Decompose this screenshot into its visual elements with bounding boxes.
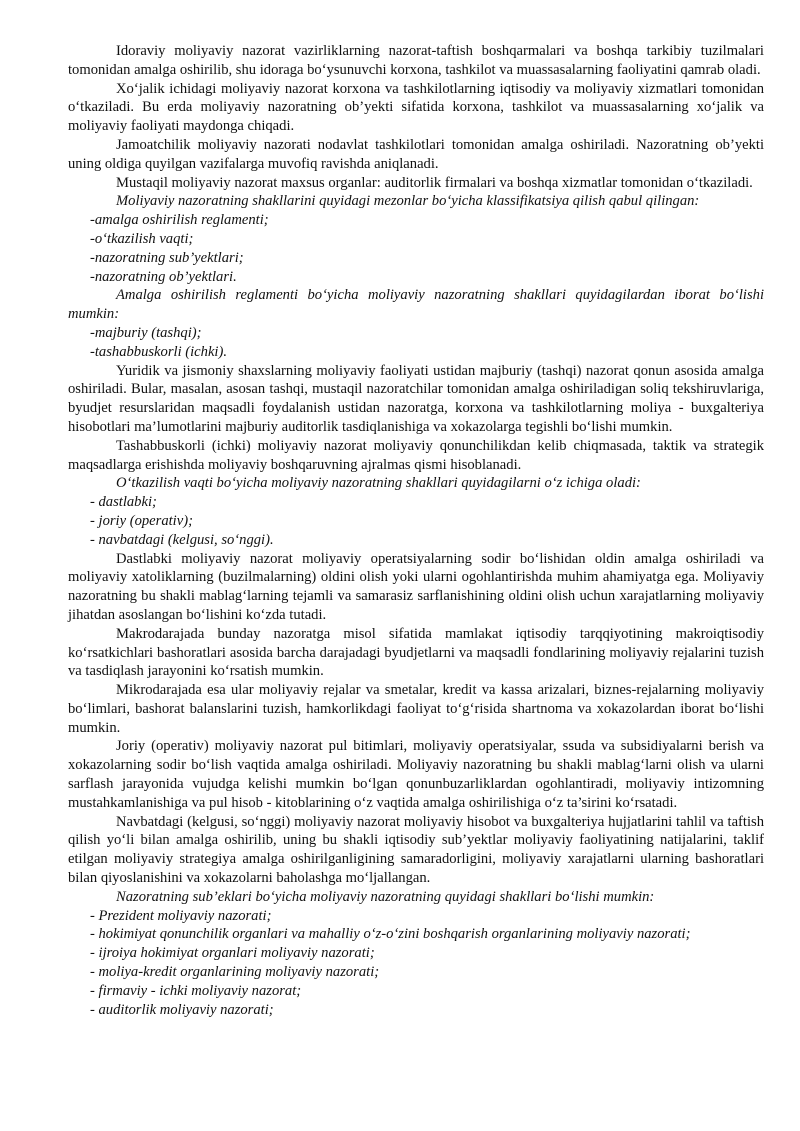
- list-item: - Prezident moliyaviy nazorati;: [90, 907, 272, 924]
- list-item: - firmaviy - ichki moliyaviy nazorat;: [90, 982, 302, 999]
- list-item: -tashabbuskorli (ichki).: [90, 343, 227, 360]
- list-item: -nazoratning ob’yektlari.: [90, 268, 237, 285]
- list-item: - ijroiya hokimiyat organlari moliyaviy nazorati;: [90, 945, 375, 962]
- paragraph: Mikrodarajada esa ular moliyaviy rejalar va smetalar, kredit va kassa arizalari, biznes-rejalarning moliyaviy bo‘limlari, bashorat balanslarini tuzish, hamkorlikdagi faoliyat to‘g‘risida shartnoma va xokazolardan iborat bo‘lishi mumkin.: [68, 682, 764, 736]
- paragraph: Xo‘jalik ichidagi moliyaviy nazorat korxona va tashkilotlarning iqtisodiy va moliyaviy xizmatlari tomonidan o‘tkaziladi. Bu erda moliyaviy nazoratning ob’yekti sifatida korxona, tashkilot va muassasalarning xo‘jalik va moliyaviy faoliyati maydonga chiqadi.: [68, 80, 764, 135]
- paragraph: Navbatdagi (kelgusi, so‘nggi) moliyaviy nazorat moliyaviy hisobot va buxgalteriya hujjatlarini tahlil va taftish qilish yo‘li bilan amalga oshirilib, uning bu shakli iqtisodiy sub’yektlar moliyaviy faoliyatining natijalarini, taklif etilgan moliyaviy strategiya amalga oshirilganligining samaradorligini, moliyaviy xarajatlarni ularning bashoratlari bilan qiyoslanishini va xokazolarni baholashga mo‘ljallangan.: [68, 813, 764, 887]
- document-page: [68, 42, 764, 1019]
- list-item: -amalga oshirilish reglamenti;: [90, 212, 269, 229]
- paragraph: Dastlabki moliyaviy nazorat moliyaviy operatsiyalarning sodir bo‘lishidan oldin amalga oshiriladi va moliyaviy xatoliklarning (buzilmalarning) oldini olish yoki ularni ogohlantirishda muhim ahamiyatga ega. Moliyaviy nazoratning bu shakli mablag‘larning tejamli va samarasiz sarflanishining oldini olish uchun xarajatlarning moliyaviy jihatdan asoslangan bo‘lishini ko‘zda tutadi.: [68, 550, 764, 623]
- paragraph: Makrodarajada bunday nazoratga misol sifatida mamlakat iqtisodiy tarqqiyotining makroiqtisodiy ko‘rsatkichlari bashoratlari asosida barcha darajadagi byudjetlarni va maqsadli fondlarining moliyaviy rejalarini tuzish va tasdiqlash jarayonini ko‘rsatish mumkin.: [68, 625, 764, 680]
- list-item: - navbatdagi (kelgusi, so‘nggi).: [90, 531, 274, 548]
- italic-heading: Nazoratning sub’eklari bo‘yicha moliyaviy nazoratning quyidagi shakllari bo‘lishi mumkin:: [116, 888, 655, 905]
- italic-heading: Amalga oshirilish reglamenti bo‘yicha moliyaviy nazoratning shakllari quyidagilardan iborat bo‘lishi mumkin:: [68, 287, 764, 323]
- list-item: -majburiy (tashqi);: [90, 324, 202, 341]
- list-item: - auditorlik moliyaviy nazorati;: [90, 1001, 274, 1018]
- paragraph: Joriy (operativ) moliyaviy nazorat pul bitimlari, moliyaviy operatsiyalar, ssuda va subsidiyalarni berish va xokazolarning sodir bo‘lish vaqtida amalga oshiriladi. Moliyaviy nazoratning bu shakli mablag‘larni olish va ularni sarflash jarayonida vujudga kelishi mumkin bo‘lgan qonunbuzarliklardan ogohlantiradi, moliyaviy intizomning mustahkamlanishiga va pul hisob - kitoblarining o‘z vaqtida amalga oshirilishiga o‘z ta’sirini ko‘rsatadi.: [68, 738, 764, 811]
- italic-heading: Moliyaviy nazoratning shakllarini quyidagi mezonlar bo‘yicha klassifikatsiya qilish qabul qilingan:: [116, 193, 700, 210]
- paragraph: Yuridik va jismoniy shaxslarning moliyaviy faoliyati ustidan majburiy (tashqi) nazorat qonun asosida amalga oshiriladi. Bular, masalan, asosan tashqi, mustaqil nazoratchilar tomonidan amalga oshiriladigan soliq tekshiruvlariga, byudjet resurslaridan maqsadli foydalanish ustidan nazoratga, korxona va tashkilotlarning moliya - buxgalteriya hisobotlari ma’lumotlarini majburiy auditorlik tasdiqlanishiga va xokazolarga tegishli bo‘lishi mumkin.: [68, 362, 764, 435]
- list-item: - joriy (operativ);: [90, 512, 193, 529]
- list-item: -nazoratning sub’yektlari;: [90, 249, 244, 266]
- list-item: -o‘tkazilish vaqti;: [90, 230, 194, 247]
- paragraph: Tashabbuskorli (ichki) moliyaviy nazorat moliyaviy qonunchilikdan kelib chiqmasada, taktik va strategik maqsadlarga erishishda moliyaviy boshqaruvning ajralmas qismi hisoblanadi.: [68, 437, 764, 473]
- list-item: - dastlabki;: [90, 494, 157, 511]
- list-item: - hokimiyat qonunchilik organlari va mahalliy o‘z-o‘zini boshqarish organlarining moliyaviy nazorati;: [90, 926, 691, 943]
- italic-heading: O‘tkazilish vaqti bo‘yicha moliyaviy nazoratning shakllari quyidagilarni o‘z ichiga oladi:: [116, 475, 641, 492]
- paragraph: Idoraviy moliyaviy nazorat vazirliklarning nazorat-taftish boshqarmalari va boshqa tarkibiy tuzilmalari tomonidan amalga oshirilib, shu idoraga bo‘ysunuvchi korxona, tashkilot va muassasalarning faoliyatini qamrab oladi.: [68, 43, 764, 78]
- paragraph: Mustaqil moliyaviy nazorat maxsus organlar: auditorlik firmalari va boshqa xizmatlar tomonidan o‘tkaziladi.: [116, 174, 753, 191]
- list-item: - moliya-kredit organlarining moliyaviy nazorati;: [90, 964, 380, 981]
- paragraph: Jamoatchilik moliyaviy nazorati nodavlat tashkilotlari tomonidan amalga oshiriladi. Nazoratning ob’yekti uning oldiga quyilgan vazifalarga muvofiq ravishda aniqlanadi.: [68, 136, 764, 172]
